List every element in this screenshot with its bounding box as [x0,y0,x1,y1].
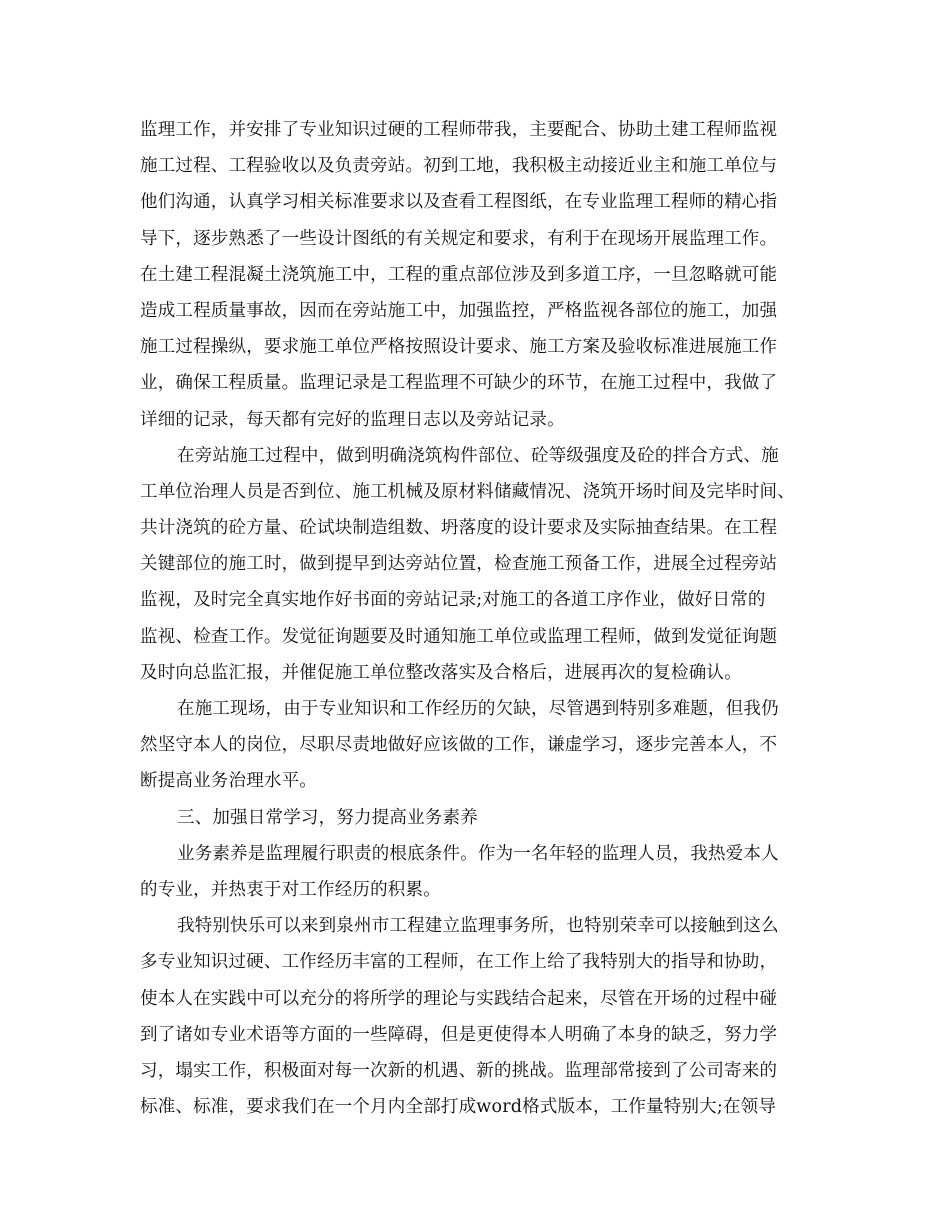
text-line: 到了诸如专业术语等方面的一些障碍，但是更使得本人明确了本身的缺乏，努力学 [140,1024,778,1045]
text-line: 监理工作，并安排了专业知识过硬的工程师带我，主要配合、协助土建工程师监视 [140,120,778,140]
text-line: 的专业，并热衷于对工作经历的积累。 [140,879,441,900]
body-text [140,112,830,1125]
text-line: 业，确保工程质量。监理记录是工程监理不可缺少的环节，在施工过程中，我做了 [140,373,778,394]
section-heading: 三、加强日常学习，努力提高业务素养 [177,807,478,828]
paragraph-start-line: 在施工现场，由于专业知识和工作经历的欠缺，尽管遇到特别多难题，但我仍 [177,699,779,719]
text-line: 标准、标准，要求我们在一个月内全部打成word格式版本，工作量特别大;在领导 [140,1097,777,1118]
text-line: 多专业知识过硬、工作经历丰富的工程师，在工作上给了我特别大的指导和协助， [140,952,778,973]
text-line: 监视、检查工作。发觉征询题要及时通知施工单位或监理工程师，做到发觉征询题 [140,626,778,647]
text-line: 造成工程质量事故，因而在旁站施工中，加强监控，严格监视各部位的施工，加强 [140,300,778,321]
text-line: 关键部位的施工时，做到提早到达旁站位置，检查施工预备工作，进展全过程旁站 [140,554,778,575]
text-line: 及时向总监汇报，并催促施工单位整改落实及合格后，进展再次的复检确认。 [140,662,742,683]
text-line: 习，塌实工作，积极面对每一次新的机遇、新的挑战。监理部常接到了公司寄来的 [140,1060,778,1081]
paragraph-start-line: 我特别快乐可以来到泉州市工程建立监理事务所，也特别荣幸可以接触到这么 [177,916,779,937]
paragraph-start-line: 在旁站施工过程中，做到明确浇筑构件部位、砼等级强度及砼的拌合方式、施 [177,445,779,466]
text-line: 施工过程、工程验收以及负责旁站。初到工地，我积极主动接近业主和施工单位与 [140,156,778,177]
text-line: 然坚守本人的岗位，尽职尽责地做好应该做的工作，谦虚学习，逐步完善本人，不 [140,735,778,756]
paragraph-start-line: 业务素养是监理履行职责的根底条件。作为一名年轻的监理人员，我热爱本人 [177,843,779,864]
text-line: 详细的记录，每天都有完好的监理日志以及旁站记录。 [140,409,565,430]
text-line: 共计浇筑的砼方量、砼试块制造组数、坍落度的设计要求及实际抽查结果。在工程 [140,518,778,539]
text-line: 监视，及时完全真实地作好书面的旁站记录;对施工的各道工序作业，做好日常的 [140,590,766,611]
text-line: 工单位治理人员是否到位、施工机械及原材料储藏情况、浇筑开场时间及完毕时间、 [140,481,795,502]
text-line: 使本人在实践中可以充分的将所学的理论与实践结合起来，尽管在开场的过程中碰 [140,988,778,1009]
text-line: 他们沟通，认真学习相关标准要求以及查看工程图纸，在专业监理工程师的精心指 [140,192,778,213]
text-line: 在土建工程混凝土浇筑施工中，工程的重点部位涉及到多道工序，一旦忽略就可能 [140,264,778,285]
text-line: 施工过程操纵，要求施工单位严格按照设计要求、施工方案及验收标准进展施工作 [140,337,778,358]
text-line: 导下，逐步熟悉了一些设计图纸的有关规定和要求，有利于在现场开展监理工作。 [140,228,778,249]
text-line: 断提高业务治理水平。 [140,771,317,792]
